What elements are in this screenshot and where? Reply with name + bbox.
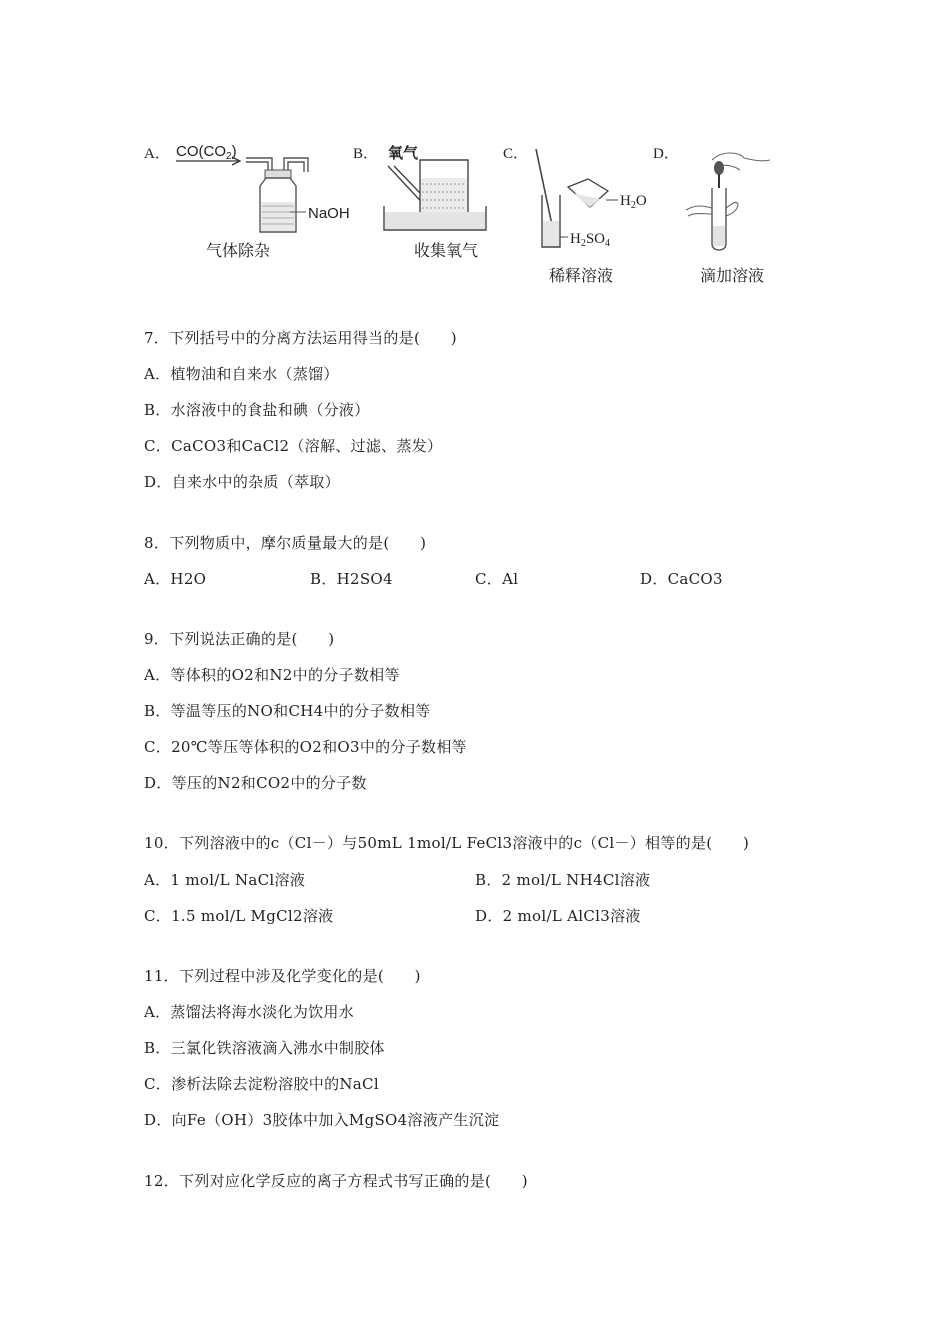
question-10-option-a: A．1 mol/L NaCl溶液 — [144, 871, 306, 889]
question-7-stem: 7．下列括号中的分离方法运用得当的是( ) — [144, 329, 457, 347]
question-11-option-d: D．向Fe（OH）3胶体中加入MgSO4溶液产生沉淀 — [144, 1111, 500, 1129]
question-9-option-b: B．等温等压的NO和CH4中的分子数相等 — [144, 702, 431, 720]
question-8-option-d: D．CaCO3 — [640, 570, 723, 588]
question-8-option-c: C．Al — [475, 570, 519, 588]
question-10-option-d: D．2 mol/L AlCl3溶液 — [475, 907, 641, 925]
question-7-option-d: D．自来水中的杂质（萃取） — [144, 473, 340, 491]
question-10-stem: 10．下列溶液中的c（Cl－）与50mL 1mol/L FeCl3溶液中的c（Cl－）相等的是( ) — [144, 834, 750, 852]
figure-d-caption: 滴加溶液 — [700, 266, 765, 285]
question-7-option-b: B．水溶液中的食盐和碘（分液） — [144, 401, 370, 419]
figure-b-letter: B． — [353, 146, 379, 162]
question-10-option-b: B．2 mol/L NH4Cl溶液 — [475, 871, 651, 889]
svg-text:CO(CO2): $CO(CO_2)$ — [176, 143, 237, 162]
oxygen-collection-figure — [382, 140, 492, 232]
question-11-stem: 11．下列过程中涉及化学变化的是( ) — [144, 967, 421, 985]
svg-text:NaOH: NaOH — [308, 205, 350, 222]
question-11-option-a: A．蒸馏法将海水淡化为饮用水 — [144, 1003, 355, 1021]
svg-text:H2O: $H_2O$ — [620, 193, 647, 211]
figure-c-letter: C． — [503, 146, 529, 162]
figure-d-letter: D． — [653, 146, 679, 162]
gas-washing-bottle-figure — [172, 140, 362, 235]
question-11-option-b: B．三氯化铁溶液滴入沸水中制胶体 — [144, 1039, 385, 1057]
question-7-option-a: A．植物油和自来水（蒸馏） — [144, 365, 339, 383]
question-11-option-c: C．渗析法除去淀粉溶胶中的NaCl — [144, 1075, 379, 1093]
svg-text:H2SO4: $H_2SO_4$ — [570, 231, 611, 249]
question-8-stem: 8．下列物质中，摩尔质量最大的是( ) — [144, 534, 427, 552]
dropper-figure — [682, 148, 777, 256]
figure-a-caption: 气体除杂 — [206, 241, 271, 260]
figure-b-caption: 收集氧气 — [414, 241, 479, 260]
question-8-option-a: A．H2O — [144, 570, 207, 588]
question-8-option-b: B．H2SO4 — [310, 570, 393, 588]
question-9-option-a: A．等体积的O2和N2中的分子数相等 — [144, 666, 400, 684]
question-10-option-c: C．1.5 mol/L MgCl2溶液 — [144, 907, 334, 925]
question-9-option-c: C．20℃等压等体积的O2和O3中的分子数相等 — [144, 738, 467, 756]
question-9-stem: 9．下列说法正确的是( ) — [144, 630, 335, 648]
question-12-stem: 12．下列对应化学反应的离子方程式书写正确的是( ) — [144, 1172, 528, 1190]
dilution-figure — [528, 145, 647, 253]
figure-a-letter: A． — [144, 146, 170, 162]
figure-c-caption: 稀释溶液 — [549, 266, 614, 285]
question-7-option-c: C．CaCO3和CaCl2（溶解、过滤、蒸发） — [144, 437, 443, 455]
svg-text:氧气: 氧气 — [388, 144, 419, 162]
question-9-option-d: D．等压的N2和CO2中的分子数 — [144, 774, 367, 792]
